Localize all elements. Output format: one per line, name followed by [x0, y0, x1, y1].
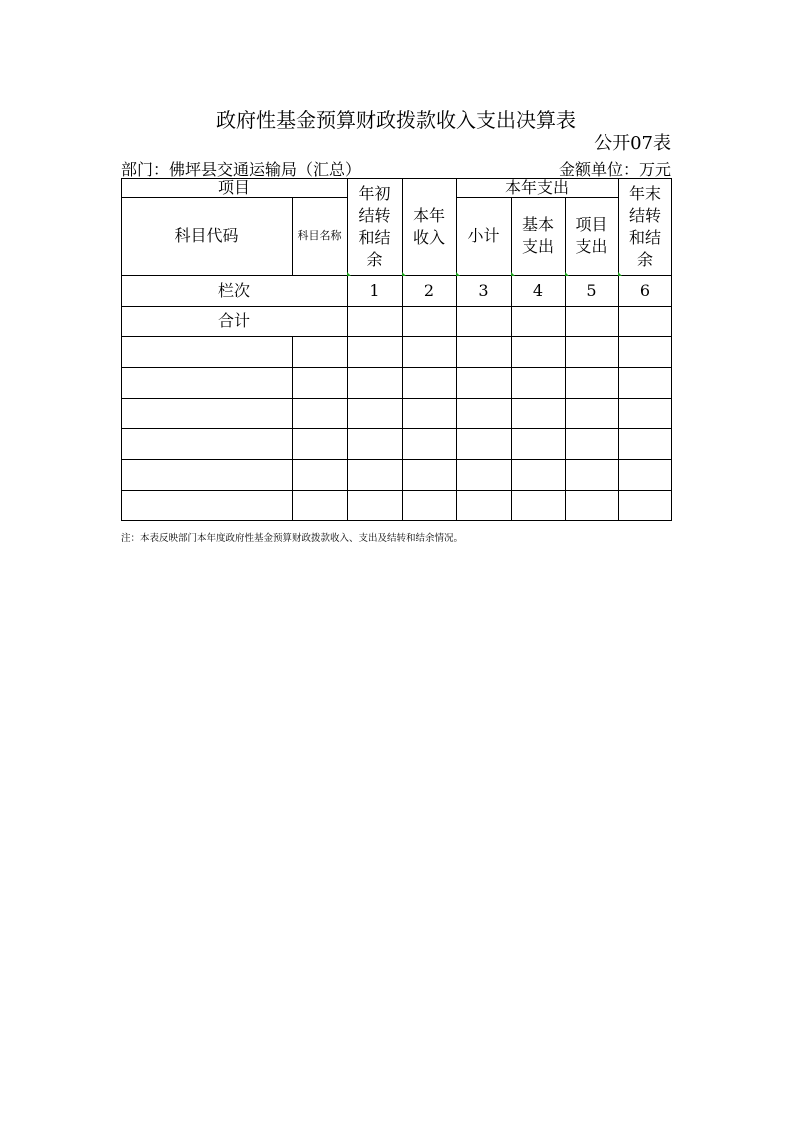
table-number: 公开07表: [594, 133, 671, 154]
cell-comment-marker: [456, 272, 460, 276]
column-index-6: 6: [639, 280, 651, 300]
header-basic-expense: 基本 支出: [521, 215, 554, 256]
column-index-2: 2: [423, 280, 435, 300]
page-title: 政府性基金预算财政拨款收入支出决算表: [216, 108, 576, 132]
total-row-label: 合计: [217, 311, 250, 330]
header-subtotal: 小计: [467, 226, 500, 245]
column-index-label: 栏次: [217, 280, 250, 300]
column-index-4: 4: [532, 280, 544, 300]
cell-comment-marker: [402, 272, 406, 276]
cell-comment-marker: [511, 272, 515, 276]
department-label: 部门：佛坪县交通运输局（汇总）: [121, 160, 362, 179]
column-index-5: 5: [586, 280, 597, 300]
column-index-3: 3: [478, 280, 489, 300]
cell-comment-marker: [618, 272, 622, 276]
header-item: 项目: [217, 177, 250, 197]
header-end-balance: 年末 结转 和结 余: [628, 183, 661, 269]
header-begin-balance: 年初 结转 和结 余: [358, 183, 391, 269]
header-current-expense: 本年支出: [504, 177, 569, 197]
header-subject-name: 科目名称: [297, 229, 342, 242]
table-note: 注：本表反映部门本年度政府性基金预算财政拨款收入、支出及结转和结余情况。: [121, 533, 464, 544]
cell-comment-marker: [565, 272, 569, 276]
header-current-income: 本年 收入: [412, 205, 445, 247]
header-project-expense: 项目 支出: [575, 215, 608, 256]
header-subject-code: 科目代码: [174, 226, 239, 245]
cell-comment-marker: [347, 272, 351, 276]
amount-unit-label: 金额单位：万元: [558, 160, 671, 179]
budget-table: [121, 178, 672, 521]
column-index-1: 1: [369, 280, 380, 300]
